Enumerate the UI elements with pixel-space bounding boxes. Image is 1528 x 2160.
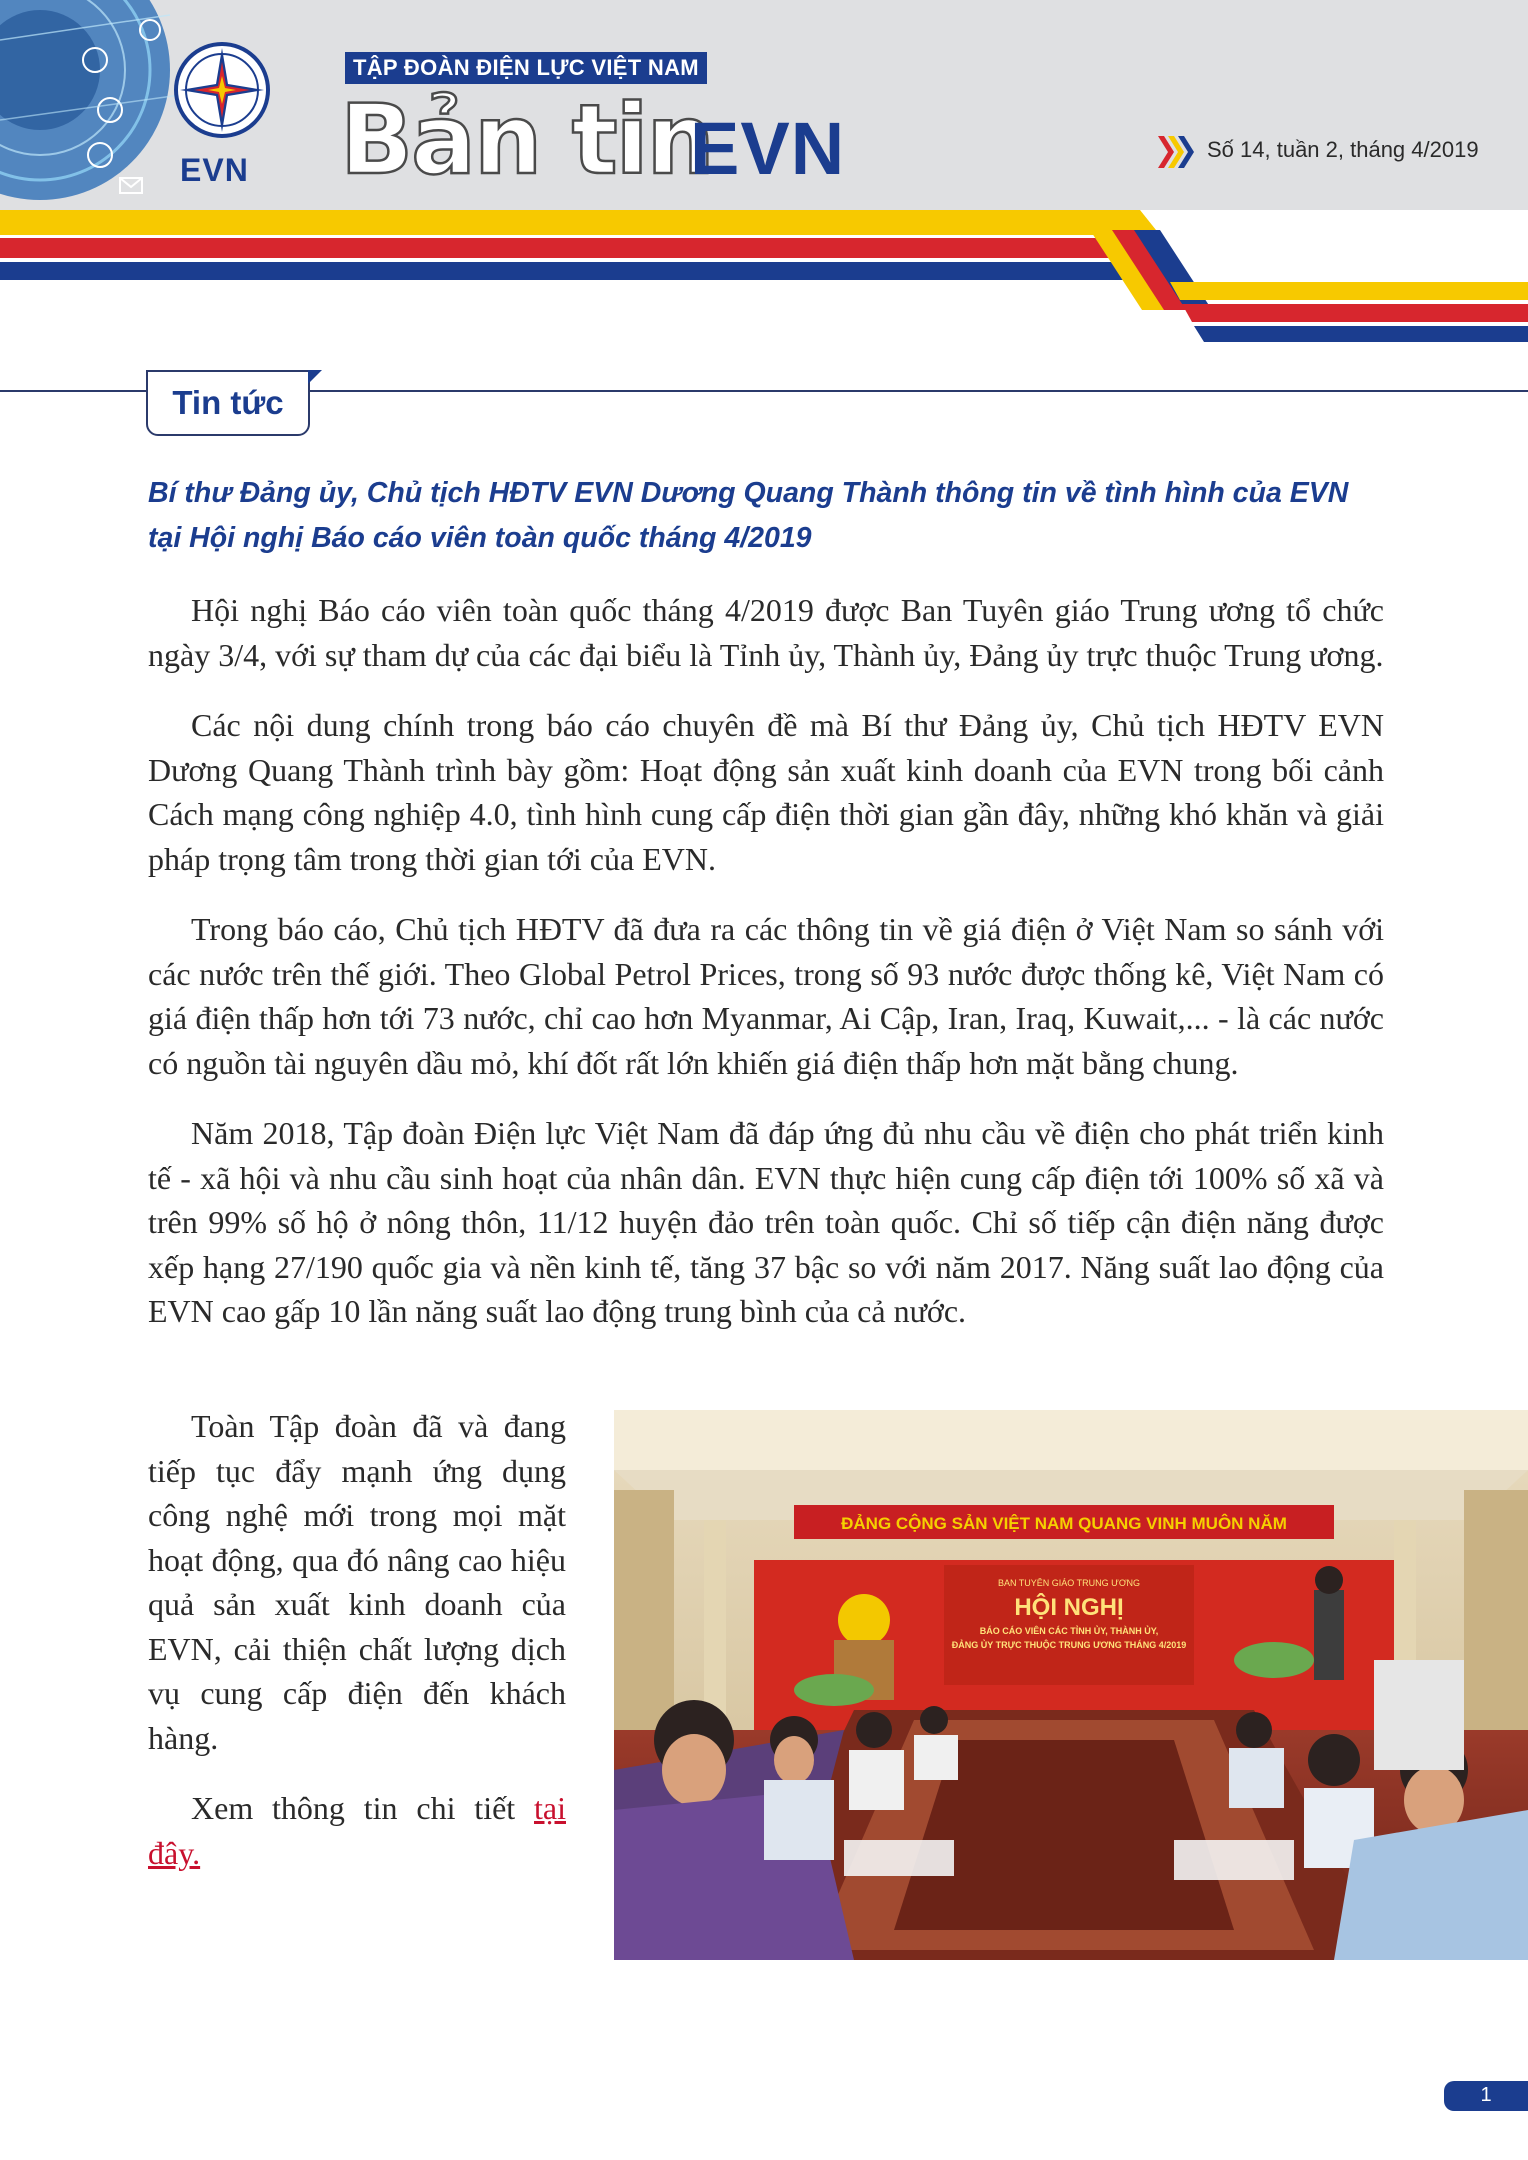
photo-screen-org: BAN TUYÊN GIÁO TRUNG ƯƠNG	[997, 1578, 1141, 1588]
organization-name: TẬP ĐOÀN ĐIỆN LỰC VIỆT NAM	[345, 52, 707, 84]
header-stripes	[0, 200, 1528, 350]
masthead-brand: EVN	[690, 107, 846, 190]
side-column	[148, 1404, 566, 1901]
logo-text: EVN	[180, 152, 249, 188]
chevron-arrows-icon	[1158, 136, 1194, 168]
section-tab	[146, 370, 310, 436]
article-paragraph: Các nội dung chính trong báo cáo chuyên đề mà Bí thư Đảng ủy, Chủ tịch HĐTV EVN Dương Quang Thành trình bày gồm: Hoạt động sản xuất kinh doanh của EVN trong bối cảnh Cách mạng công nghiệp 4.0, tình hình cung cấp điện thời gian gần đây, những khó khăn và giải pháp trọng tâm trong thời gian tới của EVN.	[148, 707, 1384, 877]
conference-photo	[614, 1410, 1528, 1960]
detail-line	[148, 1786, 566, 1875]
page-number: 1	[1480, 2084, 1492, 2106]
detail-link[interactable]: tại đây.	[148, 1790, 566, 1871]
photo-screen-line2: ĐẢNG ỦY TRỰC THUỘC TRUNG ƯƠNG THÁNG 4/2019	[951, 1640, 1187, 1650]
section-label: Tin tức	[172, 384, 284, 421]
article-body	[148, 588, 1384, 1360]
article-headline: Bí thư Đảng ủy, Chủ tịch HĐTV EVN Dương Quang Thành thông tin về tình hình của EVN tại Hội nghị Báo cáo viên toàn quốc tháng 4/2019	[148, 477, 1349, 554]
photo-screen-line1: BÁO CÁO VIÊN CÁC TỈNH ỦY, THÀNH ỦY,	[979, 1626, 1159, 1636]
photo-screen-title: HỘI NGHỊ	[1014, 1594, 1124, 1621]
article-paragraph: Năm 2018, Tập đoàn Điện lực Việt Nam đã đáp ứng đủ nhu cầu về điện cho phát triển kinh tế - xã hội và nhu cầu sinh hoạt của nhân dân. EVN thực hiện cung cấp điện tới 100% số xã và trên 99% số hộ ở nông thôn, 11/12 huyện đảo trên toàn quốc. Chỉ số tiếp cận điện năng được xếp hạng 27/190 quốc gia và nền kinh tế, tăng 37 bậc so với năm 2017. Năng suất lao động của EVN cao gấp 10 lần năng suất lao động trung bình của cả nước.	[148, 1115, 1384, 1329]
detail-prefix: Xem thông tin chi tiết	[191, 1790, 535, 1826]
section-tab-corner	[308, 370, 322, 384]
photo-banner-text: ĐẢNG CỘNG SẢN VIỆT NAM QUANG VINH MUÔN NĂM	[841, 1514, 1287, 1533]
page-number-tab	[1444, 2081, 1528, 2111]
side-paragraph: Toàn Tập đoàn đã và đang tiếp tục đẩy mạnh ứng dụng công nghệ mới trong mọi mặt hoạt động, qua đó nâng cao hiệu quả sản xuất kinh doanh của EVN, cải thiện chất lượng dịch vụ cung cấp điện đến khách hàng.	[148, 1408, 566, 1756]
masthead-title: Bản tin	[340, 84, 713, 196]
issue-info: Số 14, tuần 2, tháng 4/2019	[1207, 137, 1479, 162]
article-paragraph: Trong báo cáo, Chủ tịch HĐTV đã đưa ra các thông tin về giá điện ở Việt Nam so sánh với các nước trên thế giới. Theo Global Petrol Prices, trong số 93 nước được thống kê, Việt Nam có giá điện thấp hơn tới 73 nước, chỉ cao hơn Myanmar, Ai Cập, Iran, Iraq, Kuwait,... - là các nước có nguồn tài nguyên dầu mỏ, khí đốt rất lớn khiến giá điện thấp hơn mặt bằng chung.	[148, 911, 1384, 1081]
evn-logo-icon	[172, 40, 272, 140]
technology-graphic	[0, 0, 200, 210]
article-paragraph: Hội nghị Báo cáo viên toàn quốc tháng 4/2019 được Ban Tuyên giáo Trung ương tổ chức ngày 3/4, với sự tham dự của các đại biểu là Tỉnh ủy, Thành ủy, Đảng ủy trực thuộc Trung ương.	[148, 592, 1384, 673]
